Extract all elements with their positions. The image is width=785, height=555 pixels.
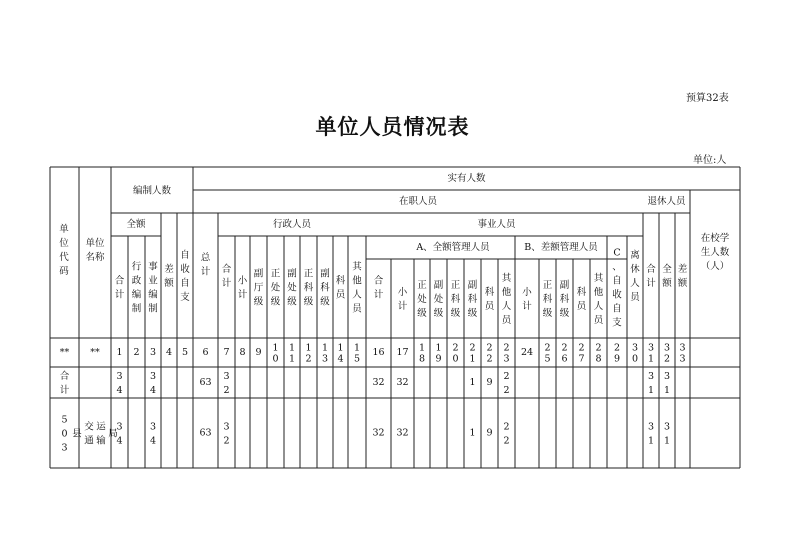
row-1-retired_total: 3 1 [647,421,655,447]
header-departed: 离休人员 [630,250,640,303]
header-diff-staff: 科员 [576,287,587,312]
header-grand-total: 总计 [200,252,211,278]
code-29: 2 8 [595,342,602,365]
row-0-retired_full: 3 1 [663,371,671,396]
code-27: 2 6 [561,342,568,365]
code-16: 1 5 [353,342,361,365]
code-28: 2 7 [578,342,585,365]
header-admin-subtotal: 小计 [237,275,248,301]
header-full-others: 其他人员 [501,273,512,326]
header-actual: 实有人数 [447,173,486,184]
header-admin-staffing-v: 行政编制 [131,261,142,315]
code-23: 2 2 [486,342,493,365]
code-21: 2 0 [452,342,459,365]
row-0-vice_sec: 1 [469,377,476,388]
code-11: 1 0 [272,342,279,365]
code-30: 2 9 [613,342,621,365]
row-1-code: 5 0 3 [61,414,68,454]
header-full-div: 正处级 [417,280,427,319]
header-diff-sec: 正科级 [542,280,553,319]
header-staff-total: 合计 [114,275,125,301]
row-1-name: 县交通运输局 [72,421,118,447]
row-0-staff_member: 9 [486,377,493,388]
row-1-full_subtotal: 32 [396,427,409,439]
code-6: 5 [181,347,189,358]
header-div-level: 正处级 [270,268,281,308]
header-diff-others: 其他人员 [593,273,604,326]
header-c-self-funded: C 、自收自支 [612,247,622,329]
header-students-2: （人） [700,261,730,272]
row-1-career_total: 32 [372,427,385,439]
code-15: 1 4 [337,342,344,365]
header-unit-name-1: 名称 [85,252,105,263]
header-full-vice-sec: 副科级 [467,280,478,319]
header-retired-full: 全额 [662,264,672,289]
code-10: 9 [255,347,262,358]
code-33: 3 2 [663,342,671,365]
row-0-staff_total: 3 4 [116,371,123,396]
code-13: 1 2 [305,342,312,365]
form-number: 预算32表 [686,93,729,104]
header-career-staff: 事业人员 [477,219,516,230]
code-8: 7 [223,347,230,358]
code-5: 4 [165,347,173,358]
header-staffing: 编制人数 [132,185,172,197]
header-diff-vice-sec: 副科级 [559,280,570,319]
code-26: 2 5 [544,342,551,365]
code-25: 24 [520,347,534,358]
header-admin-staff: 行政人员 [272,219,312,230]
code-34: 3 3 [679,342,686,365]
code-22: 2 1 [469,342,476,365]
code-31: 3 0 [631,342,639,365]
code-2: 1 [116,347,123,358]
row-0-career_staffing: 3 4 [149,371,157,396]
row-1-retired_full: 3 1 [663,421,671,447]
row-1-staff_total: 3 4 [116,421,123,447]
code-9: 8 [239,347,246,358]
header-vice-sec-level: 副科级 [320,268,330,308]
row-1-career_staffing: 3 4 [149,421,157,447]
code-7: 6 [202,347,209,358]
header-full-mgmt: A、全额管理人员 [416,242,490,253]
row-1-grand_total: 63 [199,427,212,439]
header-vice-div-level: 副处级 [287,268,297,308]
row-1-staff_member: 9 [486,427,493,439]
row-0-others: 2 2 [503,371,510,396]
row-0-grand_total: 63 [199,377,212,388]
header-actual-total: 合计 [221,264,232,289]
code-12: 1 1 [288,342,296,365]
code-14: 1 3 [321,342,329,365]
header-students-1: 生人数 [700,247,730,258]
code-3: 2 [133,347,140,358]
row-0-code: 合计 [59,371,70,396]
header-retired: 退休人员 [647,196,686,207]
code-20: 1 9 [435,342,442,365]
header-unit-code-v: 单位代码 [59,224,69,277]
row-1-actual_total: 3 2 [223,421,230,447]
header-diff-subtotal: 小计 [522,287,532,312]
header-students-0: 在校学 [700,233,730,244]
header-career-staffing: 事业编制 [148,261,158,315]
code-17: 16 [372,347,385,358]
header-sec-level: 正科级 [303,268,314,308]
header-others: 其他人员 [352,261,362,315]
header-self-funded: 自收自支 [180,250,190,303]
header-career-total: 合计 [373,275,384,301]
code-18: 17 [396,347,409,358]
code-4: 3 [149,347,157,358]
header-full-subtotal: 小计 [397,287,408,312]
row-0-career_total: 32 [372,377,385,388]
header-dept-level: 副厅级 [253,268,264,308]
header-full-vice-div: 副处级 [433,280,444,319]
header-retired-total: 合计 [646,264,656,289]
header-unit-name-0: 单位 [85,238,105,249]
header-full-staff: 科员 [484,287,495,312]
row-0-full_subtotal: 32 [396,377,409,388]
code-0: ** [59,347,70,358]
row-0-actual_total: 3 2 [223,371,230,396]
header-full-sec: 正科级 [450,280,461,319]
page-title: 单位人员情况表 [315,114,470,139]
code-32: 3 1 [647,342,655,365]
header-in-service: 在职人员 [398,196,438,207]
row-1-others: 2 2 [503,421,510,447]
header-staff-member: 科员 [335,275,346,301]
header-retired-diff: 差额 [677,264,688,289]
code-24: 2 3 [503,342,510,365]
unit-label: 单位:人 [693,155,727,166]
header-diff-amount: 差额 [164,264,174,289]
code-1: ** [90,347,100,358]
row-1-vice_sec: 1 [469,427,476,439]
code-19: 1 8 [418,342,426,365]
header-full-amount: 全额 [126,219,146,230]
row-0-retired_total: 3 1 [647,371,655,396]
header-diff-mgmt: B、差额管理人员 [524,242,598,253]
